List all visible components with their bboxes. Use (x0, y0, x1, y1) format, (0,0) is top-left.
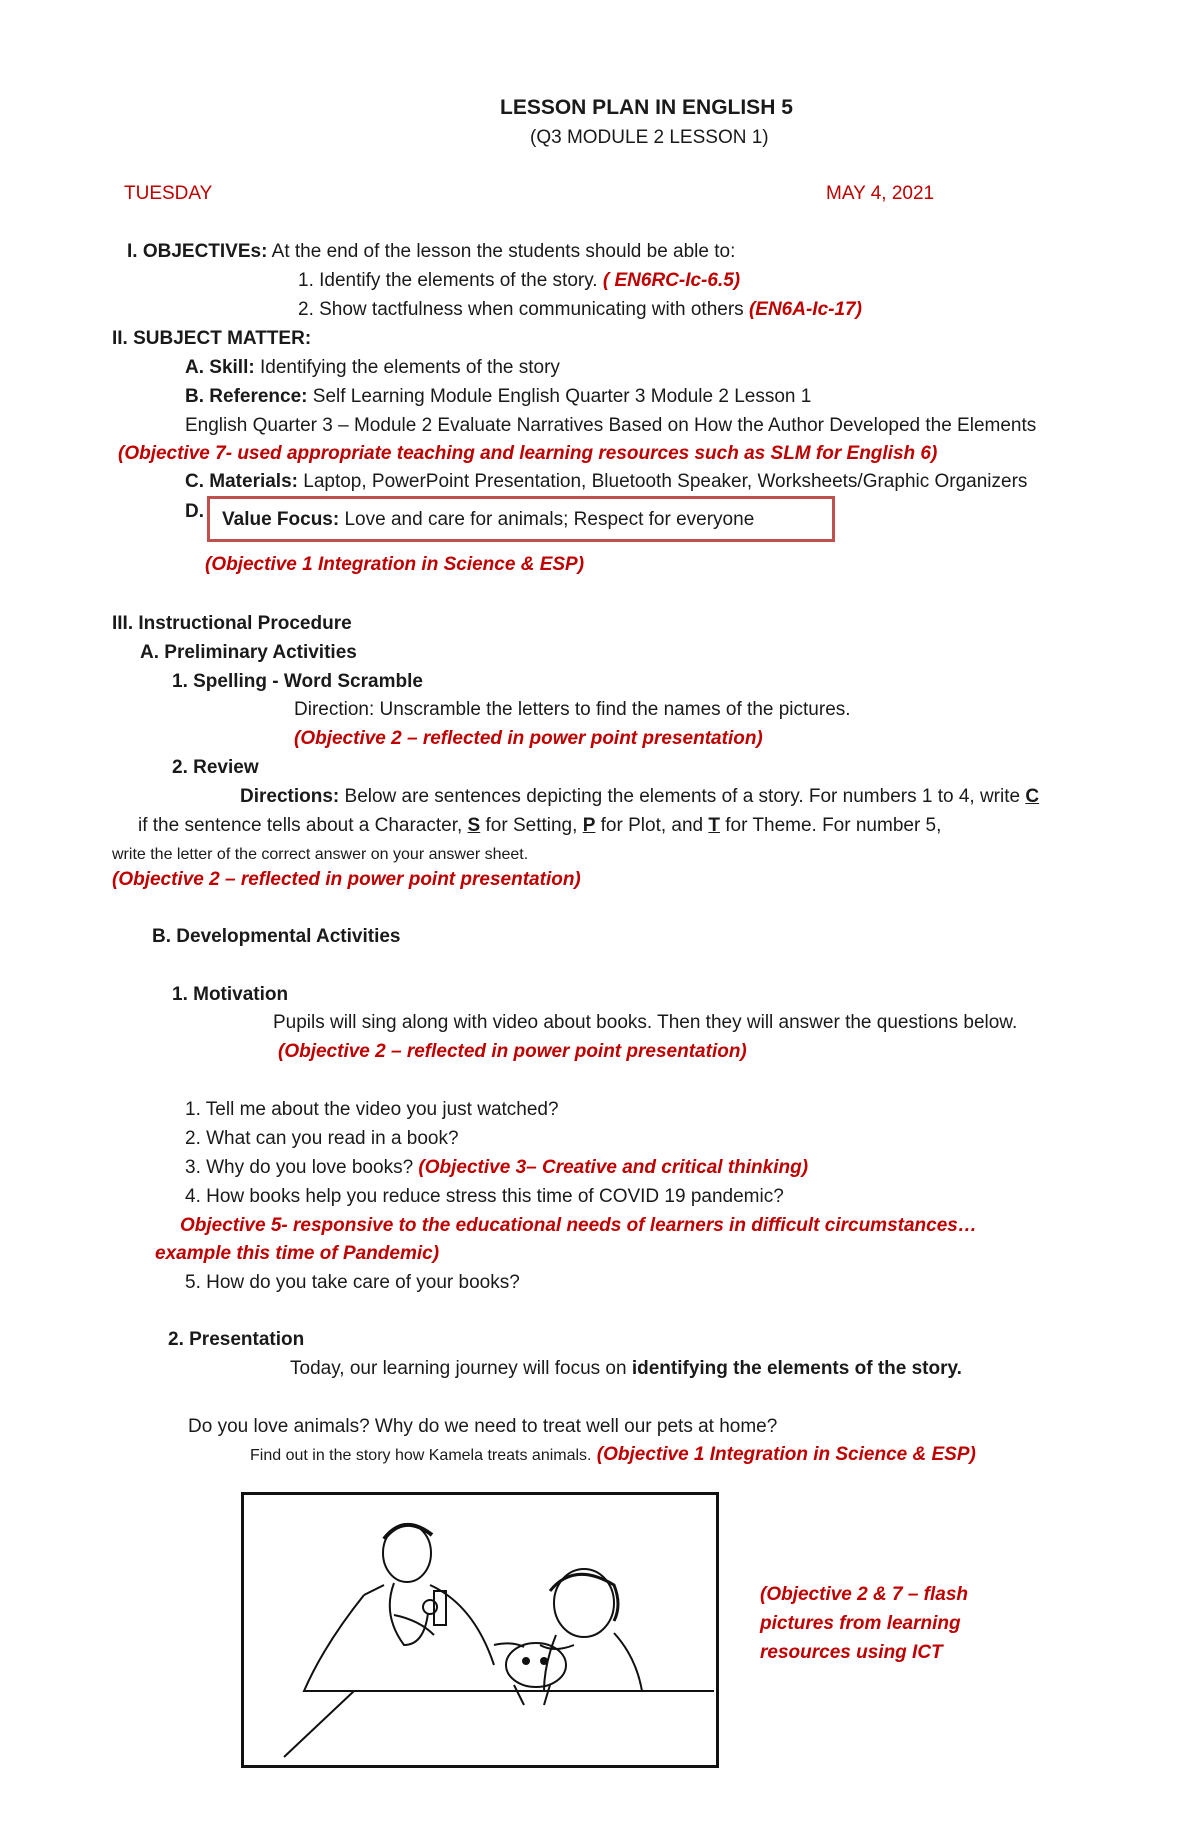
objective-1-note: (Objective 1 Integration in Science & ESP) (205, 554, 585, 575)
objective-1-note-b: (Objective 1 Integration in Science & ESP) (596, 1444, 976, 1465)
letter-t: T (708, 815, 720, 836)
review-line-2b: for Setting, (485, 815, 578, 836)
objective-5-note-2: example this time of Pandemic) (155, 1243, 440, 1264)
objective-item-1 (298, 269, 740, 293)
objectives-line (127, 240, 735, 264)
presentation-find (250, 1443, 976, 1468)
spelling-direction: Direction: Unscramble the letters to find the names of the pictures. (294, 699, 851, 720)
objective-2-note-a: (Objective 2 – reflected in power point presentation) (294, 728, 763, 749)
question-3-text: 3. Why do you love books? (185, 1157, 414, 1178)
question-3-objective: (Objective 3– Creative and critical thinking) (418, 1157, 809, 1178)
materials-value: Laptop, PowerPoint Presentation, Bluetooth Speaker, Worksheets/Graphic Organizers (303, 471, 1028, 492)
subject-matter-heading: II. SUBJECT MATTER: (112, 328, 312, 349)
presentation-text (290, 1357, 962, 1381)
objective-item-2 (298, 298, 862, 322)
skill-value: Identifying the elements of the story (259, 357, 560, 378)
review-line-2d: for Theme. For number 5, (725, 815, 942, 836)
review-line-2c: for Plot, and (600, 815, 704, 836)
materials-line (185, 470, 1027, 494)
question-4: 4. How books help you reduce stress this time of COVID 19 pandemic? (185, 1186, 784, 1207)
value-focus-letter: D. (185, 501, 204, 522)
value-focus-line (222, 508, 754, 532)
letter-c: C (1025, 786, 1040, 807)
procedure-heading: III. Instructional Procedure (112, 613, 352, 634)
reference-line-2: English Quarter 3 – Module 2 Evaluate Narratives Based on How the Author Developed the Elements (185, 415, 1037, 436)
value-focus-label: Value Focus: (222, 509, 340, 530)
objective-2-7-note-2: pictures from learning (760, 1613, 961, 1634)
skill-line (185, 356, 560, 380)
reference-value: Self Learning Module English Quarter 3 Module 2 Lesson 1 (312, 386, 812, 407)
presentation-find-text: Find out in the story how Kamela treats animals. (250, 1447, 592, 1464)
objective-2-7-note-3: resources using ICT (760, 1642, 943, 1663)
table-outline (284, 1691, 714, 1757)
review-heading: 2. Review (172, 757, 259, 778)
presentation-question: Do you love animals? Why do we need to treat well our pets at home? (188, 1416, 778, 1437)
objective-5-note: Objective 5- responsive to the educational needs of learners in difficult circumstances… (180, 1215, 977, 1236)
objective-2-note-b: (Objective 2 – reflected in power point presentation) (112, 869, 581, 890)
letter-p: P (582, 815, 596, 836)
question-1: 1. Tell me about the video you just watched? (185, 1099, 559, 1120)
objective-item-1-text: 1. Identify the elements of the story. (298, 270, 598, 291)
doctor-coat (304, 1595, 364, 1691)
letter-s: S (467, 815, 481, 836)
reference-line (185, 385, 811, 409)
review-directions (240, 785, 1039, 809)
objective-item-2-text: 2. Show tactfulness when communicating with others (298, 299, 744, 320)
story-illustration (241, 1492, 719, 1768)
presentation-heading: 2. Presentation (168, 1329, 305, 1350)
page-title: LESSON PLAN IN ENGLISH 5 (500, 96, 793, 119)
skill-label: A. Skill: (185, 357, 255, 378)
question-2: 2. What can you read in a book? (185, 1128, 459, 1149)
preliminary-heading: A. Preliminary Activities (140, 642, 357, 663)
objective-item-1-code: ( EN6RC-Ic-6.5) (602, 270, 741, 291)
motivation-text: Pupils will sing along with video about books. Then they will answer the questions below. (273, 1012, 1018, 1033)
review-directions-text: Below are sentences depicting the elements of a story. For numbers 1 to 4, write (344, 786, 1021, 807)
developmental-heading: B. Developmental Activities (152, 926, 401, 947)
objective-item-2-code: (EN6A-Ic-17) (748, 299, 862, 320)
page-subtitle: (Q3 MODULE 2 LESSON 1) (530, 127, 769, 148)
objectives-heading: I. OBJECTIVEs: (127, 241, 268, 262)
spelling-heading: 1. Spelling - Word Scramble (172, 671, 423, 692)
objective-7-note: (Objective 7- used appropriate teaching and learning resources such as SLM for English 6) (118, 443, 938, 464)
question-3 (185, 1156, 808, 1180)
presentation-text-a: Today, our learning journey will focus on (290, 1358, 627, 1379)
review-directions-label: Directions: (240, 786, 340, 807)
vet-and-girl-drawing (244, 1495, 716, 1765)
objective-2-7-note-1: (Objective 2 & 7 – flash (760, 1584, 969, 1605)
review-line-2a: if the sentence tells about a Character, (138, 815, 463, 836)
review-line-2 (138, 814, 941, 838)
review-line-3: write the letter of the correct answer on your answer sheet. (112, 846, 529, 863)
day-label: TUESDAY (124, 183, 213, 204)
date-label: MAY 4, 2021 (826, 183, 935, 204)
question-5: 5. How do you take care of your books? (185, 1272, 520, 1293)
reference-label: B. Reference: (185, 386, 308, 407)
value-focus-value: Love and care for animals; Respect for everyone (344, 509, 755, 530)
objectives-intro: At the end of the lesson the students should be able to: (271, 241, 736, 262)
motivation-heading: 1. Motivation (172, 984, 289, 1005)
materials-label: C. Materials: (185, 471, 298, 492)
objective-2-note-c: (Objective 2 – reflected in power point presentation) (278, 1041, 747, 1062)
presentation-text-b: identifying the elements of the story. (631, 1358, 962, 1379)
